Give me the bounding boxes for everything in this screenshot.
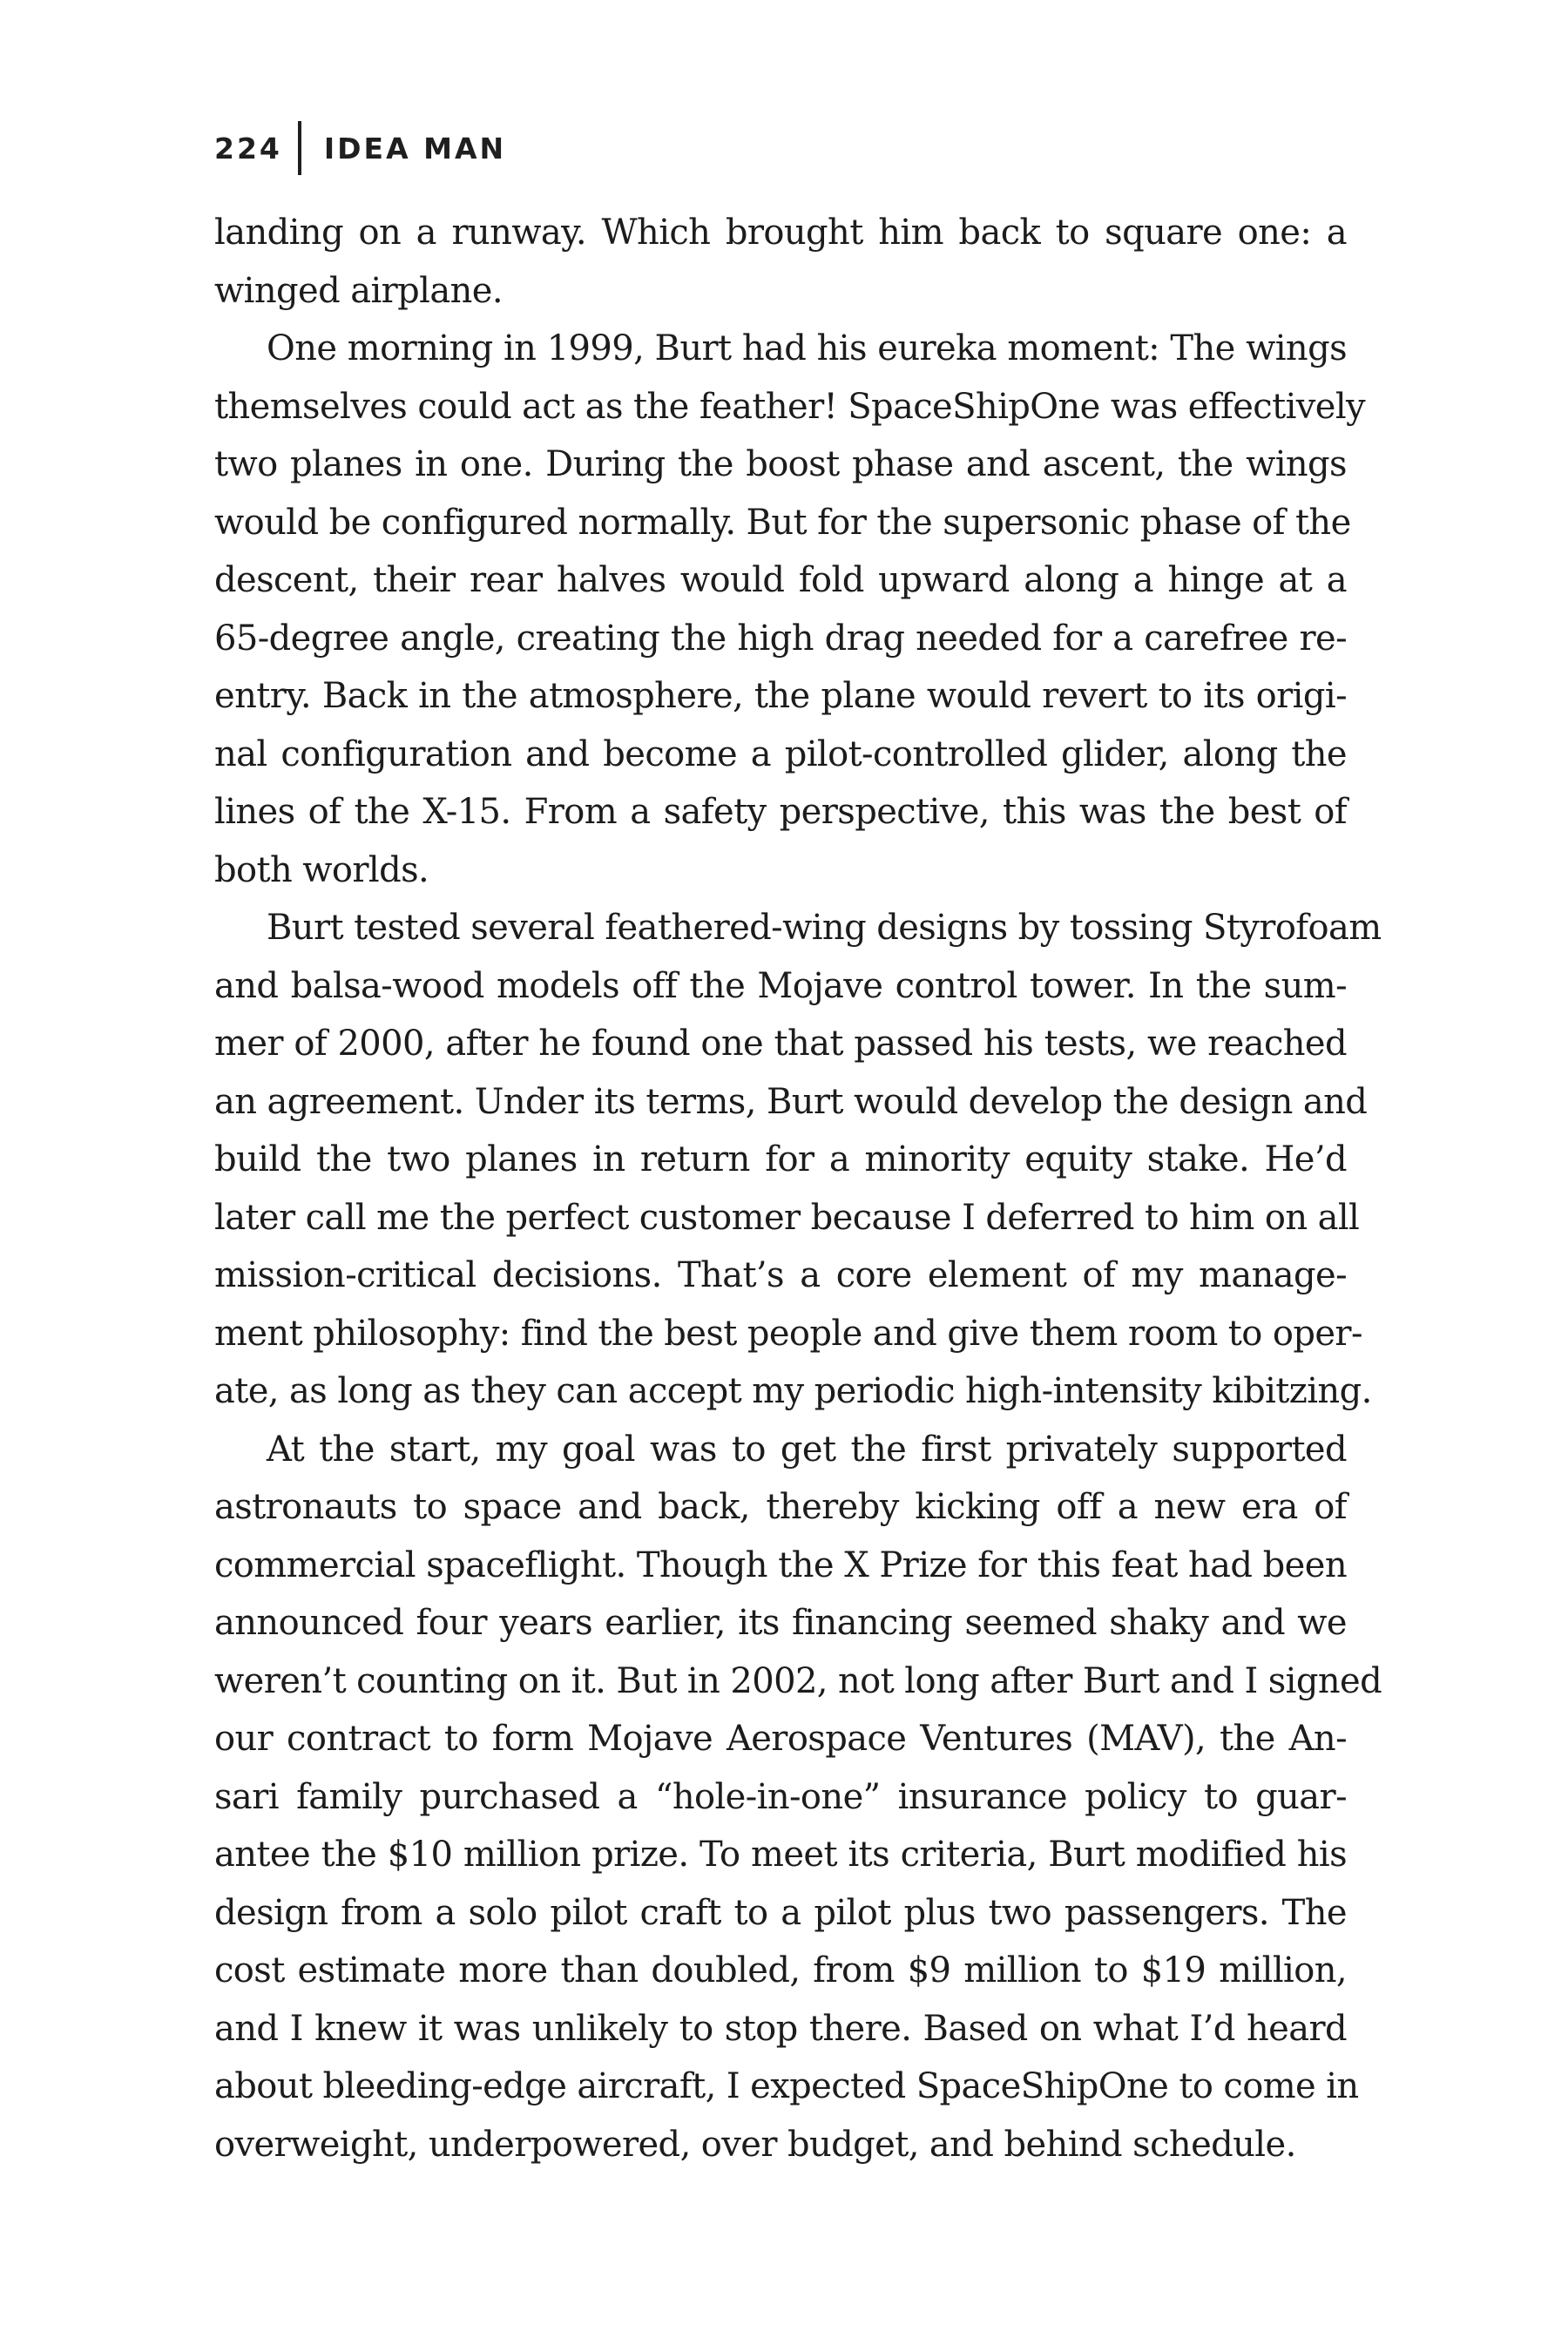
text-line: sari family purchased a “hole-in-one” insurance policy to guar- <box>214 1776 1347 1817</box>
text-line: ate, as long as they can accept my periodic high-intensity kibitzing. <box>214 1371 1372 1411</box>
text-line: Burt tested several feathered-wing designs by tossing Styrofoam <box>267 908 1382 948</box>
text-line: landing on a runway. Which brought him back to square one: a <box>214 213 1347 253</box>
text-line: and I knew it was unlikely to stop there. Based on what I’d heard <box>214 2008 1347 2049</box>
paragraph <box>214 899 1382 1421</box>
page-number: 224 <box>214 131 282 166</box>
text-line: astronauts to space and back, thereby kicking off a new era of <box>214 1487 1347 1527</box>
text-line: design from a solo pilot craft to a pilot plus two passengers. The <box>214 1892 1347 1933</box>
paragraph <box>214 320 1366 899</box>
text-line: antee the $10 million prize. To meet its criteria, Burt modified his <box>214 1835 1347 1875</box>
header-divider <box>298 121 301 175</box>
body-text <box>214 204 1382 2173</box>
text-line: At the start, my goal was to get the first privately supported <box>267 1429 1347 1470</box>
text-line: both worlds. <box>214 849 429 890</box>
paragraph <box>214 1421 1382 2174</box>
text-line: themselves could act as the feather! SpaceShipOne was effectively <box>214 386 1366 427</box>
text-line: 65-degree angle, creating the high drag needed for a carefree re- <box>214 618 1347 659</box>
text-line: two planes in one. During the boost phase and ascent, the wings <box>214 444 1347 484</box>
text-line: an agreement. Under its terms, Burt would develop the design and <box>214 1081 1368 1122</box>
text-line: overweight, underpowered, over budget, and behind schedule. <box>214 2124 1296 2165</box>
text-line: entry. Back in the atmosphere, the plane would revert to its origi- <box>214 676 1347 716</box>
paragraph <box>214 204 1347 320</box>
text-line: cost estimate more than doubled, from $9 million to $19 million, <box>214 1950 1347 1990</box>
text-line: and balsa-wood models off the Mojave control tower. In the sum- <box>214 965 1347 1006</box>
text-line: nal configuration and become a pilot-controlled glider, along the <box>214 733 1347 774</box>
book-title: IDEA MAN <box>323 131 507 166</box>
text-line: mer of 2000, after he found one that passed his tests, we reached <box>214 1024 1347 1064</box>
text-line: winged airplane. <box>214 270 503 311</box>
text-line: later call me the perfect customer because I deferred to him on all <box>214 1197 1360 1238</box>
text-line: would be configured normally. But for the supersonic phase of the <box>214 502 1351 543</box>
text-line: announced four years earlier, its financing seemed shaky and we <box>214 1603 1347 1643</box>
text-line: build the two planes in return for a minority equity stake. He’d <box>214 1139 1347 1179</box>
text-line: our contract to form Mojave Aerospace Ventures (MAV), the An- <box>214 1719 1347 1759</box>
text-line: descent, their rear halves would fold upward along a hinge at a <box>214 560 1347 600</box>
text-line: lines of the X-15. From a safety perspective, this was the best of <box>214 792 1347 832</box>
text-line: mission-critical decisions. That’s a core element of my manage- <box>214 1255 1347 1295</box>
text-line: One morning in 1999, Burt had his eureka moment: The wings <box>267 328 1347 368</box>
text-line: ment philosophy: find the best people and give them room to oper- <box>214 1313 1362 1354</box>
running-head <box>214 124 506 172</box>
text-line: about bleeding-edge aircraft, I expected SpaceShipOne to come in <box>214 2066 1359 2106</box>
text-line: commercial spaceflight. Though the X Prize for this feat had been <box>214 1544 1347 1585</box>
text-line: weren’t counting on it. But in 2002, not long after Burt and I signed <box>214 1660 1382 1701</box>
